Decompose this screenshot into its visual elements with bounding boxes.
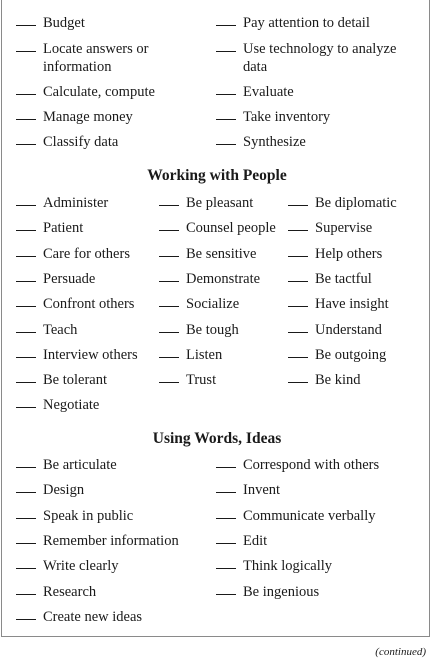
item-label: Think logically <box>243 558 332 575</box>
item-label: Have insight <box>315 296 389 313</box>
item-label: Evaluate <box>243 84 294 100</box>
list-item <box>288 321 382 339</box>
item-label: Remember information <box>43 532 179 549</box>
list-item <box>288 295 389 313</box>
item-label: Trust <box>186 372 217 389</box>
item-label: Take inventory <box>243 109 331 125</box>
list-item <box>216 456 379 474</box>
item-label: Supervise <box>315 220 373 237</box>
item-label: Communicate verbally <box>243 507 376 524</box>
list-item <box>16 608 142 626</box>
item-label: Budget <box>43 15 85 31</box>
list-item <box>16 456 117 474</box>
item-label: Be tactful <box>315 270 372 287</box>
item-label: Understand <box>315 321 382 338</box>
list-item <box>16 219 83 237</box>
list-item <box>216 583 319 601</box>
item-label: Manage money <box>43 109 133 125</box>
list-item <box>216 14 370 32</box>
list-item <box>216 108 330 126</box>
list-item <box>16 295 134 313</box>
item-label: Teach <box>43 321 78 338</box>
list-item <box>288 194 397 212</box>
list-item <box>16 532 179 550</box>
item-label: Speak in public <box>43 507 134 524</box>
item-label: Administer <box>43 195 109 211</box>
list-item <box>16 40 193 76</box>
item-label: Calculate, compute <box>43 84 155 100</box>
section-heading: Using Words, Ideas <box>152 430 282 447</box>
list-item <box>16 371 107 389</box>
item-label: Care for others <box>43 245 130 262</box>
continued-note: (continued) <box>375 646 426 658</box>
section-heading: Working with People <box>147 167 287 184</box>
item-label: Create new ideas <box>43 608 143 625</box>
item-label: Help others <box>315 245 383 262</box>
list-item <box>216 481 280 499</box>
list-item <box>159 194 253 212</box>
item-label: Correspond with others <box>243 457 380 473</box>
list-item <box>216 40 403 76</box>
item-label: Confront others <box>43 296 135 313</box>
list-item <box>216 133 306 151</box>
item-label: Counsel people <box>186 220 276 237</box>
list-item <box>216 507 375 525</box>
item-label: Use technology to analyze data <box>243 41 397 75</box>
item-label: Listen <box>186 346 223 363</box>
item-label: Persuade <box>43 270 96 287</box>
item-label: Be pleasant <box>186 195 254 211</box>
item-label: Invent <box>243 482 281 499</box>
list-item <box>159 270 260 288</box>
item-label: Be diplomatic <box>315 195 397 211</box>
item-label: Be tolerant <box>43 372 108 389</box>
list-item <box>16 346 138 364</box>
item-label: Negotiate <box>43 397 100 414</box>
list-item <box>288 219 372 237</box>
list-item <box>16 396 99 414</box>
item-label: Research <box>43 583 97 600</box>
list-item <box>159 295 239 313</box>
list-item <box>288 371 361 389</box>
item-label: Be tough <box>186 321 239 338</box>
list-item <box>16 321 77 339</box>
item-label: Demonstrate <box>186 270 261 287</box>
list-item <box>16 507 133 525</box>
list-item <box>159 346 222 364</box>
item-label: Write clearly <box>43 558 119 575</box>
item-label: Be sensitive <box>186 245 257 262</box>
list-item <box>16 557 119 575</box>
list-item <box>16 83 155 101</box>
item-label: Be ingenious <box>243 583 320 600</box>
list-item <box>159 219 276 237</box>
item-label: Design <box>43 482 85 499</box>
list-item <box>16 14 85 32</box>
item-label: Locate answers or information <box>43 41 149 75</box>
list-item <box>216 83 294 101</box>
list-item <box>16 481 84 499</box>
list-item <box>216 557 332 575</box>
item-label: Be kind <box>315 372 361 389</box>
list-item <box>16 133 118 151</box>
item-label: Socialize <box>186 296 240 313</box>
list-item <box>16 194 108 212</box>
list-item <box>159 321 239 339</box>
item-label: Classify data <box>43 134 119 150</box>
list-item <box>216 532 267 550</box>
list-item <box>16 583 96 601</box>
item-label: Interview others <box>43 346 138 363</box>
item-label: Be outgoing <box>315 346 387 363</box>
item-label: Synthesize <box>243 134 306 150</box>
list-item <box>288 270 372 288</box>
list-item <box>16 108 133 126</box>
list-item <box>288 346 386 364</box>
list-item <box>159 245 256 263</box>
item-label: Pay attention to detail <box>243 15 370 31</box>
item-label: Edit <box>243 532 268 549</box>
list-item <box>16 245 130 263</box>
list-item <box>16 270 95 288</box>
list-item <box>159 371 216 389</box>
list-item <box>288 245 382 263</box>
item-label: Patient <box>43 220 84 237</box>
item-label: Be articulate <box>43 457 117 473</box>
